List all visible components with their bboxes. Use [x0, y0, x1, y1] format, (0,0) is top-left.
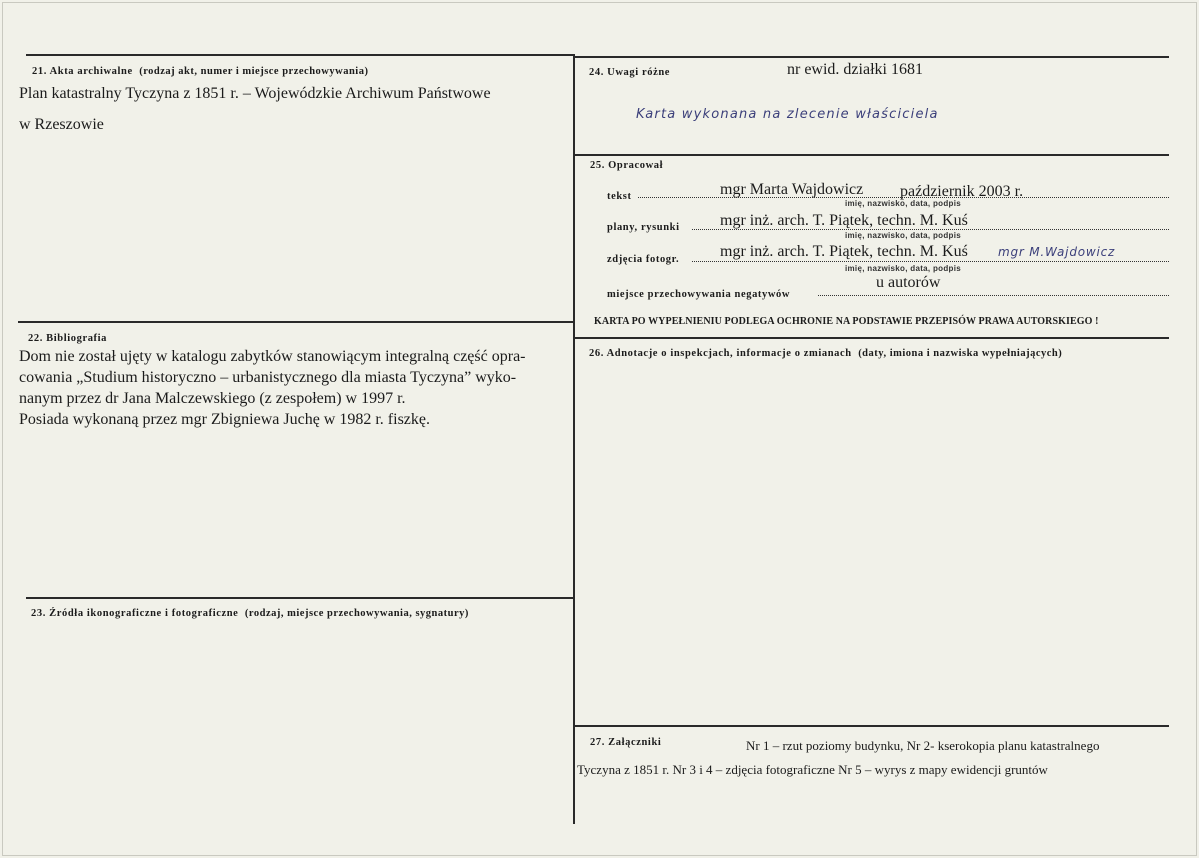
plans-author-label: plany, rysunki: [607, 222, 680, 233]
section-23-title: 23. Źródła ikonograficzne i fotograficzne: [31, 608, 239, 619]
caption-name-date-signature: imię, nazwisko, data, podpis: [845, 264, 961, 273]
caption-name-date-signature: imię, nazwisko, data, podpis: [845, 199, 961, 208]
rule-25-26: [575, 337, 1169, 339]
bibliography-line: Dom nie został ujęty w katalogu zabytków stanowiącym integralną część opra-: [19, 348, 526, 365]
text-author-label: tekst: [607, 191, 632, 202]
parcel-number: nr ewid. działki 1681: [787, 61, 923, 78]
section-22-label: 22. Bibliografia: [28, 333, 108, 344]
photos-author-label: zdjęcia fotogr.: [607, 254, 680, 265]
bibliography-text: [19, 346, 526, 430]
rule-21-22: [18, 321, 575, 323]
center-divider: [573, 54, 575, 824]
archival-records-line-2: w Rzeszowie: [19, 116, 104, 133]
bibliography-line: nanym przez dr Jana Malczewskiego (z zespołem) w 1997 r.: [19, 390, 406, 407]
negatives-location-dotline: [818, 295, 1169, 296]
text-author-value: mgr Marta Wajdowicz: [720, 181, 864, 198]
rule-26-27: [575, 725, 1169, 727]
rule-22-23: [26, 597, 575, 599]
negatives-location-value: u autorów: [876, 274, 941, 291]
attachments-line-2: Tyczyna z 1851 r. Nr 3 i 4 – zdjęcia fotograficzne Nr 5 – wyrys z mapy ewidencji gruntów: [577, 762, 1048, 777]
rule-24-25: [575, 154, 1169, 156]
section-23-subtitle: (rodzaj, miejsce przechowywania, sygnatury): [244, 608, 469, 619]
text-author-date: październik 2003 r.: [900, 183, 1024, 200]
section-21-label: [32, 66, 368, 77]
copyright-notice: KARTA PO WYPEŁNIENIU PODLEGA OCHRONIE NA PODSTAWIE PRZEPISÓW PRAWA AUTORSKIEGO !: [594, 316, 1099, 327]
top-rule-right: [575, 56, 1169, 58]
section-21-subtitle: (rodzaj akt, numer i miejsce przechowywania): [139, 66, 369, 77]
plans-author-value: mgr inż. arch. T. Piątek, techn. M. Kuś: [720, 212, 968, 229]
photos-author-dotline: [692, 261, 1169, 262]
section-24-label: 24. Uwagi różne: [589, 67, 671, 78]
section-23-label: [31, 608, 469, 619]
section-26-label: [589, 348, 1062, 359]
section-27-label: 27. Załączniki: [590, 737, 662, 748]
negatives-location-label: miejsce przechowywania negatywów: [607, 289, 791, 300]
bibliography-line: cowania „Studium historyczno – urbanistycznego dla miasta Tyczyna” wyko-: [19, 369, 517, 386]
section-26-title: 26. Adnotacje o inspekcjach, informacje o zmianach: [589, 348, 852, 359]
handwritten-remark: Karta wykonana na zlecenie właściciela: [636, 107, 939, 122]
archival-records-line-1: Plan katastralny Tyczyna z 1851 r. – Wojewódzkie Archiwum Państwowe: [19, 85, 491, 102]
section-25-label: 25. Opracował: [590, 160, 664, 171]
section-21-title: 21. Akta archiwalne: [32, 66, 133, 77]
caption-name-date-signature: imię, nazwisko, data, podpis: [845, 231, 961, 240]
photos-handwritten-signature: mgr M.Wajdowicz: [998, 245, 1116, 259]
attachments-line-1: Nr 1 – rzut poziomy budynku, Nr 2- kserokopia planu katastralnego: [746, 738, 1100, 753]
bibliography-line: Posiada wykonaną przez mgr Zbigniewa Juchę w 1982 r. fiszkę.: [19, 411, 430, 428]
top-rule-left: [26, 54, 575, 56]
section-26-subtitle: (daty, imiona i nazwiska wypełniających): [858, 348, 1063, 359]
photos-author-value: mgr inż. arch. T. Piątek, techn. M. Kuś: [720, 243, 968, 260]
